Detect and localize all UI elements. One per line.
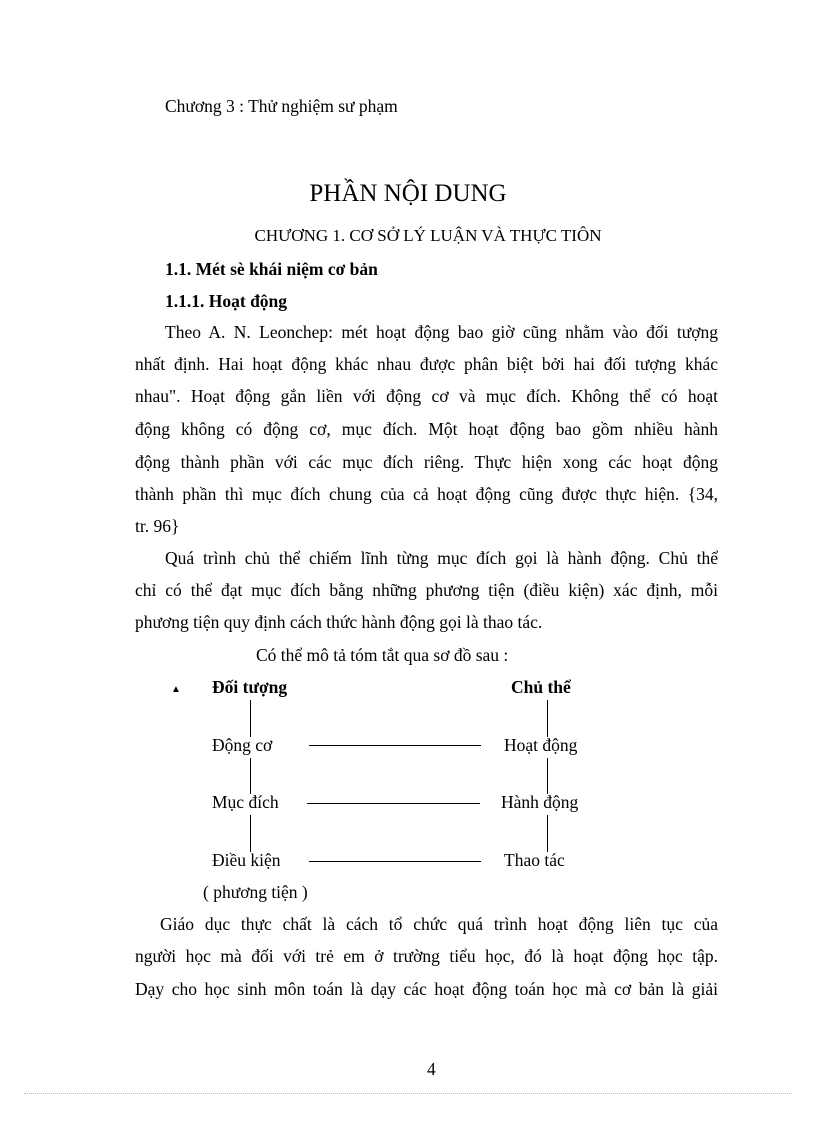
diagram-right-item: Hoạt động — [504, 735, 578, 755]
chapter-title: CHƯƠNG 1. CƠ SỞ LÝ LUẬN VÀ THỰC TIÔN — [254, 226, 602, 245]
paragraph-line: động thành phần với các mục đích riêng. Thực hiện xong các hoạt động — [135, 452, 718, 472]
paragraph-line: phương tiện quy định cách thức hành động gọi là thao tác. — [135, 612, 543, 632]
paragraph-line: người học mà đối với trẻ em ở trường tiểu học, đó là hoạt động học tập. — [135, 946, 718, 966]
page-bottom-rule — [24, 1093, 792, 1094]
diagram-right-item: Thao tác — [504, 850, 565, 870]
paragraph-line: nhất định. Hai hoạt động khác nhau được phân biệt bởi hai đối tượng khác — [135, 354, 718, 374]
diagram-left-header: Đối tượng — [212, 677, 288, 697]
diagram-right-header: Chủ thể — [511, 677, 571, 697]
diagram-left-item: Động cơ — [212, 735, 273, 755]
diagram-link — [307, 803, 480, 804]
diagram-intro: Có thể mô tả tóm tắt qua sơ đồ sau : — [256, 645, 509, 665]
diagram-connector — [250, 700, 251, 737]
diagram-link — [309, 861, 481, 862]
paragraph-line: chỉ có thể đạt mục đích bằng những phương tiện (điều kiện) xác định, mỗi — [135, 580, 718, 600]
paragraph-line: thành phần thì mục đích chung của cả hoạt động cũng được thực hiện. {34, — [135, 484, 718, 504]
diagram-connector — [547, 815, 548, 852]
paragraph-line: động không có động cơ, mục đích. Một hoạt động bao gồm nhiều hành — [135, 419, 718, 439]
paragraph-line: tr. 96} — [135, 516, 180, 536]
part-title: PHẦN NỘI DUNG — [309, 180, 507, 207]
paragraph-line: Dạy cho học sinh môn toán là dạy các hoạt động toán học mà cơ bản là giải — [135, 979, 718, 999]
page-number: 4 — [427, 1059, 436, 1079]
diagram-connector — [547, 758, 548, 794]
section-heading-1-1-1: 1.1.1. Hoạt động — [165, 291, 288, 311]
paragraph-line: Quá trình chủ thể chiếm lĩnh từng mục đích gọi là hành động. Chủ thể — [165, 548, 718, 568]
diagram-left-note: ( phương tiện ) — [203, 882, 308, 902]
paragraph-line: nhau". Hoạt động gắn liền với động cơ và mục đích. Không thể có hoạt — [135, 386, 718, 406]
paragraph-line: Giáo dục thực chất là cách tổ chức quá trình hoạt động liên tục của — [160, 914, 718, 934]
diagram-right-item: Hành động — [501, 792, 579, 812]
section-heading-1-1: 1.1. Mét sè khái niệm cơ bản — [165, 259, 378, 279]
diagram-left-item: Điều kiện — [212, 850, 281, 870]
diagram-connector — [547, 700, 548, 737]
diagram-connector — [250, 758, 251, 794]
paragraph-line: Theo A. N. Leonchep: mét hoạt động bao giờ cũng nhằm vào đối tượng — [165, 322, 718, 342]
diagram-left-item: Mục đích — [212, 792, 279, 812]
diagram-link — [309, 745, 481, 746]
header-line: Chương 3 : Thử nghiệm sư phạm — [165, 96, 398, 116]
diagram-marker-icon: ▲ — [171, 684, 181, 695]
diagram-connector — [250, 815, 251, 852]
